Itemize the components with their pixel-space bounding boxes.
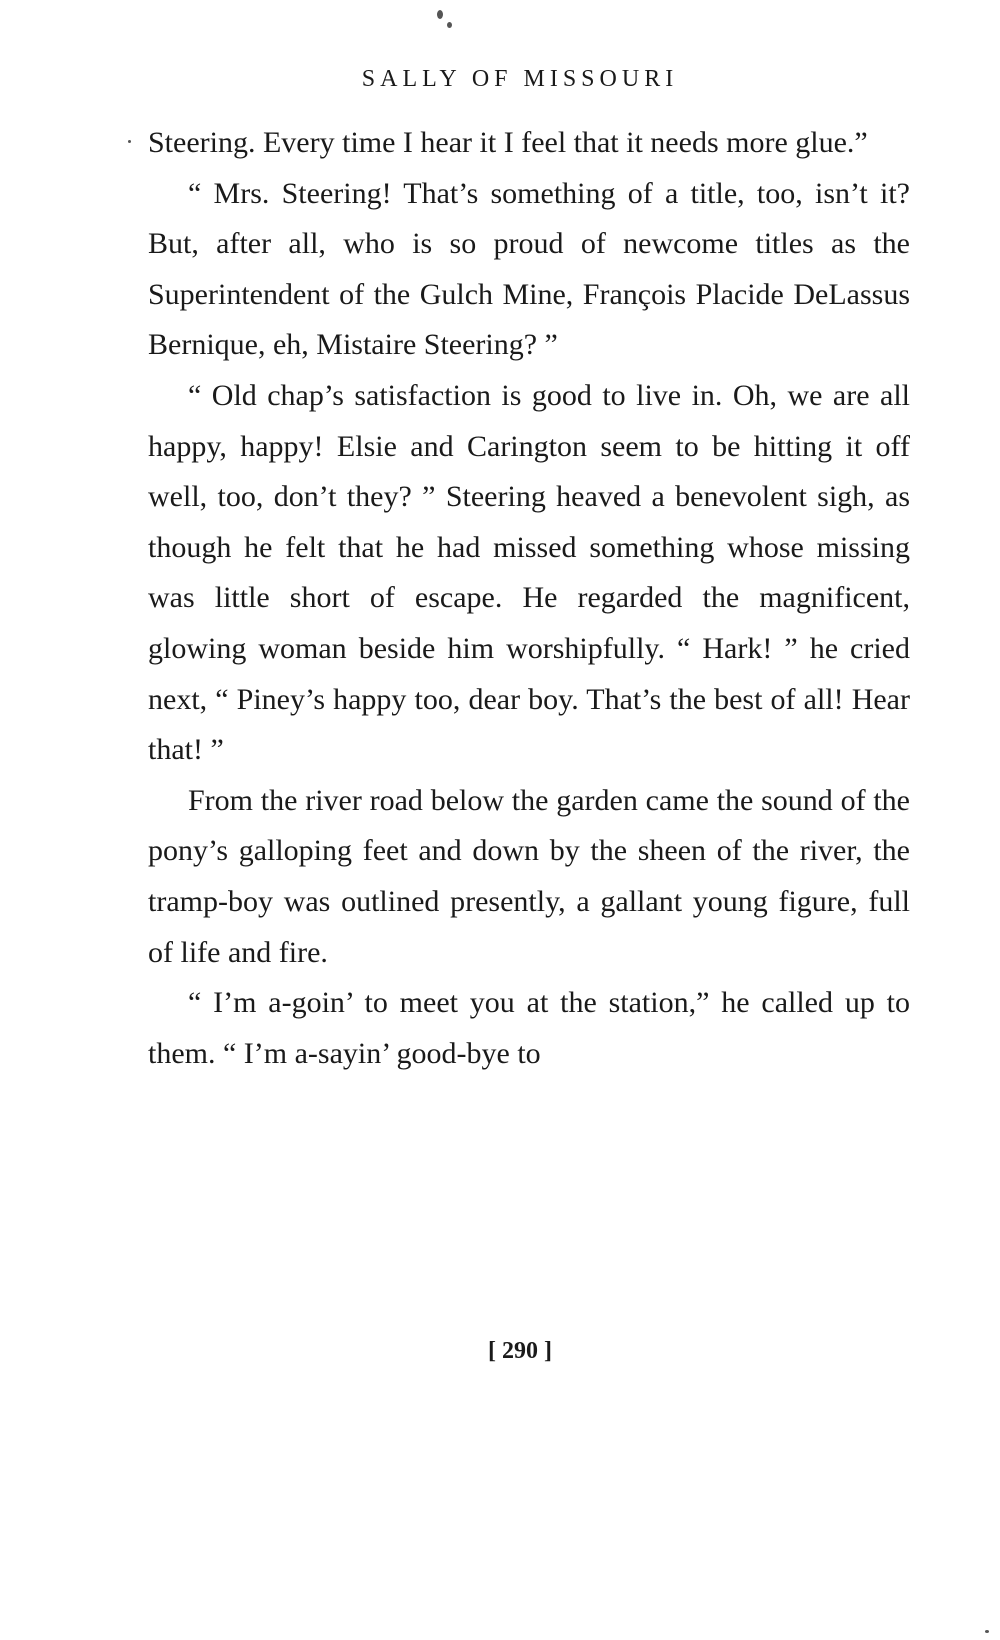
ink-speck-mark xyxy=(985,1630,989,1633)
ink-speck-mark xyxy=(447,22,452,28)
paragraph: Steering. Every time I hear it I feel that it needs more glue.” xyxy=(148,126,868,159)
ink-speck-mark xyxy=(437,10,443,19)
body-text xyxy=(148,118,910,1079)
page-number: [ 290 ] xyxy=(488,1338,552,1364)
running-head-title: SALLY OF MISSOURI xyxy=(361,66,679,92)
ink-speck-mark xyxy=(128,140,131,143)
paragraph: “ I’m a-goin’ to meet you at the station,” he called up to them. “ I’m a-sayin’ good-bye to xyxy=(148,986,910,1070)
paragraph: “ Old chap’s satisfaction is good to live in. Oh, we are all happy, happy! Elsie and Carington seem to be hitting it off well, too, don’t they? ” Steering heaved a benevolent sigh, as though he felt that he had missed something whose missing was little short of escape. He regarded the magnificent, glowing woman beside him worshipfully. “ Hark! ” he cried next, “ Piney’s happy too, dear boy. That’s the best of all! Hear that! ” xyxy=(148,378,910,767)
paragraph: From the river road below the garden came the sound of the pony’s galloping feet and down by the sheen of the river, the tramp-boy was outlined presently, a gallant young figure, full of life and fire. xyxy=(148,783,910,969)
paragraph: “ Mrs. Steering! That’s something of a title, too, isn’t it? But, after all, who is so proud of newcome titles as the Superintendent of the Gulch Mine, François Placide DeLassus Bernique, eh, Mistaire Steering? ” xyxy=(148,176,910,362)
